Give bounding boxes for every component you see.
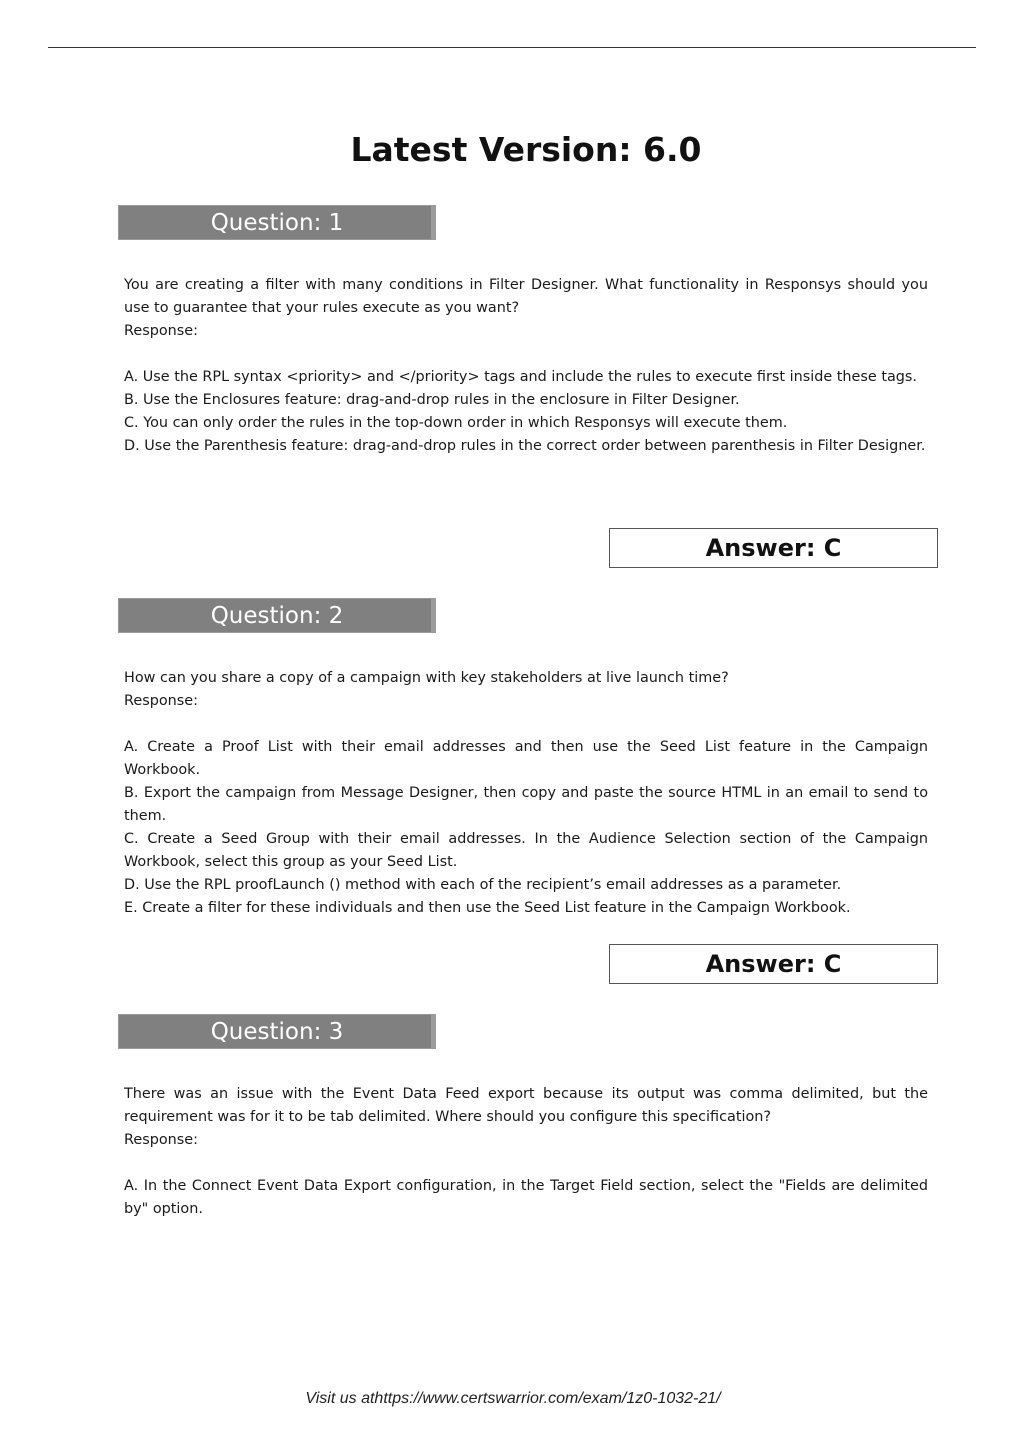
question-2-response-label: Response: [124,693,198,709]
question-1-header: Question: 1 [118,205,436,240]
question-1-option-b: B. Use the Enclosures feature: drag-and-drop rules in the enclosure in Filter Designer. [124,392,740,408]
question-3-response-label: Response: [124,1132,198,1148]
question-1-answer: Answer: C [609,528,938,568]
question-2-option-d: D. Use the RPL proofLaunch () method with each of the recipient’s email addresses as a parameter. [124,877,842,893]
question-1-option-a: A. Use the RPL syntax <priority> and </priority> tags and include the rules to execute first inside these tags. [124,369,917,385]
page-title: Latest Version: 6.0 [350,130,702,169]
question-2-body [124,667,928,920]
question-3-body [124,1083,928,1221]
question-3-option-a: A. In the Connect Event Data Export configuration, in the Target Field section, select the "Fields are delimited by" option. [124,1178,928,1217]
question-2-option-e: E. Create a filter for these individuals and then use the Seed List feature in the Campaign Workbook. [124,900,851,916]
question-1-stem: You are creating a filter with many conditions in Filter Designer. What functionality in Responsys should you use to guarantee that your rules execute as you want? [124,277,928,316]
question-2-answer: Answer: C [609,944,938,984]
question-2-option-a: A. Create a Proof List with their email addresses and then use the Seed List feature in the Campaign Workbook. [124,739,928,778]
question-1-body [124,274,928,458]
question-2-option-b: B. Export the campaign from Message Designer, then copy and paste the source HTML in an email to send to them. [124,785,928,824]
question-3-header: Question: 3 [118,1014,436,1049]
footer-link-text: Visit us athttps://www.certswarrior.com/exam/1z0-1032-21/ [305,1390,721,1407]
question-1-option-d: D. Use the Parenthesis feature: drag-and-drop rules in the correct order between parenthesis in Filter Designer. [124,438,926,454]
question-2-header: Question: 2 [118,598,436,633]
question-2-option-c: C. Create a Seed Group with their email addresses. In the Audience Selection section of the Campaign Workbook, select this group as your Seed List. [124,831,928,870]
question-1-option-c: C. You can only order the rules in the top-down order in which Responsys will execute them. [124,415,788,431]
header-rule [48,47,976,48]
question-3-stem: There was an issue with the Event Data Feed export because its output was comma delimited, but the requirement was for it to be tab delimited. Where should you configure this specification? [124,1086,928,1125]
question-1-response-label: Response: [124,323,198,339]
question-2-stem: How can you share a copy of a campaign with key stakeholders at live launch time? [124,670,729,686]
